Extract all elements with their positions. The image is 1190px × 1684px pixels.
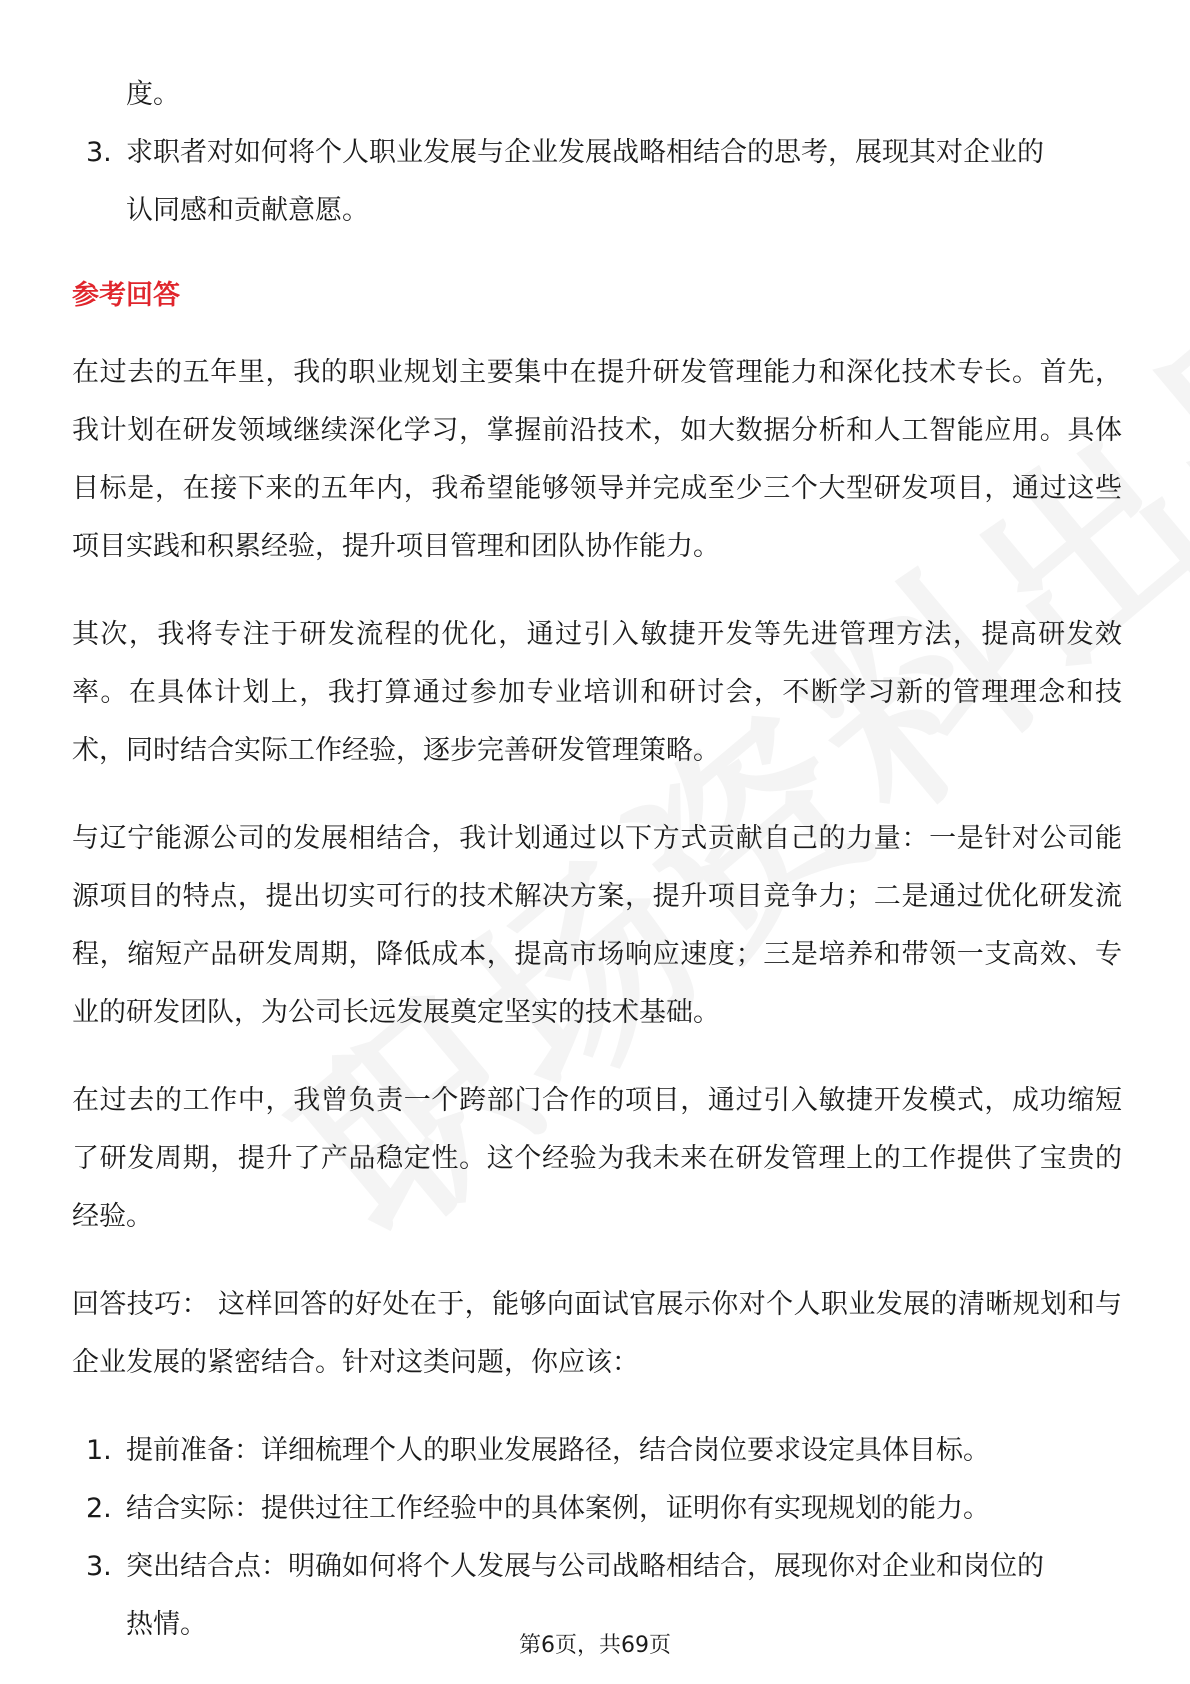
answer-paragraph-2: 其次，我将专注于研发流程的优化，通过引入敏捷开发等先进管理方法，提高研发效率。在具体计划上，我打算通过参加专业培训和研讨会，不断学习新的管理理念和技术，同时结合实际工作经验，逐步完善研发管理策略。 bbox=[72, 619, 1122, 766]
list-item-continuation: 度。 bbox=[126, 79, 180, 110]
tips-list bbox=[72, 1422, 1122, 1654]
list-number: 3. bbox=[86, 1551, 112, 1582]
page-number-footer: 第6页，共69页 bbox=[519, 1633, 671, 1658]
list-item-continuation: 认同感和贡献意愿。 bbox=[126, 195, 369, 226]
list-text: 结合实际：提供过往工作经验中的具体案例，证明你有实现规划的能力。 bbox=[126, 1493, 990, 1524]
list-item-continuation: 热情。 bbox=[126, 1609, 207, 1640]
answer-tips-intro: 回答技巧： 这样回答的好处在于，能够向面试官展示你对个人职业发展的清晰规划和与企业发展的紧密结合。针对这类问题，你应该： bbox=[72, 1289, 1122, 1378]
requirements-list bbox=[72, 66, 1122, 240]
list-item bbox=[72, 1480, 1122, 1538]
answer-paragraph-3: 与辽宁能源公司的发展相结合，我计划通过以下方式贡献自己的力量：一是针对公司能源项目的特点，提出切实可行的技术解决方案，提升项目竞争力；二是通过优化研发流程，缩短产品研发周期，降低成本，提高市场响应速度；三是培养和带领一支高效、专业的研发团队，为公司长远发展奠定坚实的技术基础。 bbox=[72, 823, 1122, 1028]
list-text: 突出结合点：明确如何将个人发展与公司战略相结合，展现你对企业和岗位的 bbox=[126, 1551, 1044, 1582]
list-number: 2. bbox=[86, 1493, 112, 1524]
list-number: 1. bbox=[86, 1435, 112, 1466]
list-number: 3. bbox=[86, 137, 112, 168]
list-item bbox=[72, 124, 1122, 182]
answer-paragraph-4: 在过去的工作中，我曾负责一个跨部门合作的项目，通过引入敏捷开发模式，成功缩短了研发周期，提升了产品稳定性。这个经验为我未来在研发管理上的工作提供了宝贵的经验。 bbox=[72, 1085, 1122, 1232]
answer-paragraph-1: 在过去的五年里，我的职业规划主要集中在提升研发管理能力和深化技术专长。首先，我计划在研发领域继续深化学习，掌握前沿技术，如大数据分析和人工智能应用。具体目标是，在接下来的五年内，我希望能够领导并完成至少三个大型研发项目，通过这些项目实践和积累经验，提升项目管理和团队协作能力。 bbox=[72, 357, 1122, 562]
list-item bbox=[72, 1538, 1122, 1596]
page-content bbox=[72, 66, 1122, 1654]
list-item bbox=[72, 1422, 1122, 1480]
list-text: 提前准备：详细梳理个人的职业发展路径，结合岗位要求设定具体目标。 bbox=[126, 1435, 990, 1466]
list-text: 求职者对如何将个人职业发展与企业发展战略相结合的思考，展现其对企业的 bbox=[126, 137, 1044, 168]
section-title: 参考回答 bbox=[72, 280, 180, 311]
